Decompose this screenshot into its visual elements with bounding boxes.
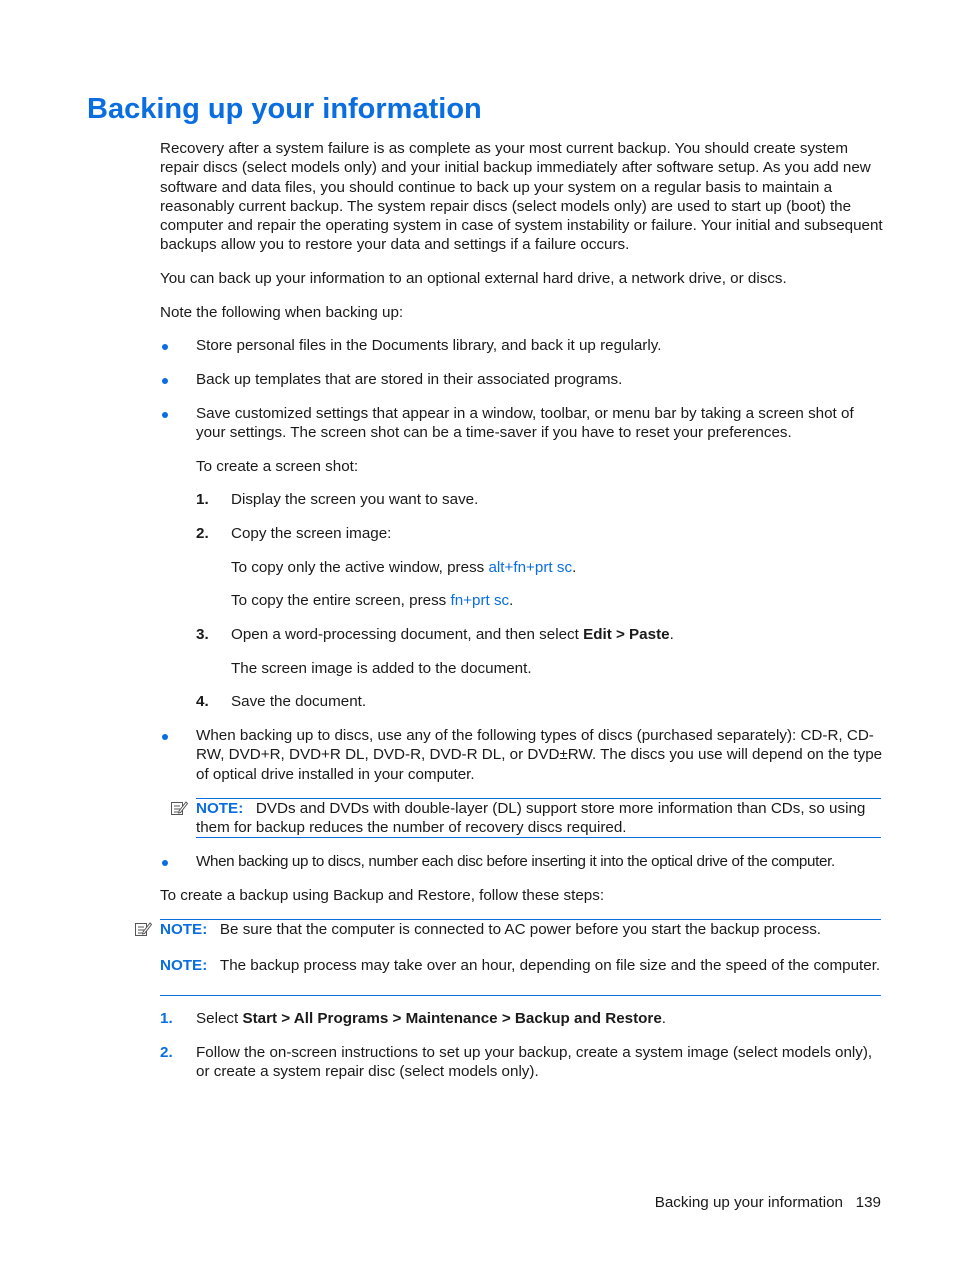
step-number: 4.	[196, 693, 209, 710]
note-ac-power: NOTE: Be sure that the computer is connected to AC power before you start the backup process.	[160, 921, 822, 938]
step-number: 1.	[196, 491, 209, 508]
step-paste-document: Open a word-processing document, and then select Edit > Paste.	[231, 626, 674, 643]
note-backup-duration: NOTE: The backup process may take over an hour, depending on file size and the speed of the computer.	[160, 957, 881, 974]
intro-paragraph: Recovery after a system failure is as complete as your most current backup. You should create system repair discs (select models only) and your initial backup immediately after software setup. As you add new software and data files, you should continue to back up your system on a regular basis to maintain a reasonably current backup. The system repair discs (select models only) are used to start up (boot) the computer and repair the operating system in case of system instability or failure. Your initial and subsequent backups allow you to restore your data and settings if a failure occurs.	[160, 140, 883, 254]
step-display-screen: Display the screen you want to save.	[231, 491, 479, 508]
page-number: 139	[855, 1194, 881, 1211]
note-pencil-icon	[170, 799, 188, 817]
bullet-marker	[161, 337, 171, 347]
footer-section-title: Backing up your information	[654, 1194, 843, 1211]
note-label: NOTE:	[160, 957, 208, 974]
keyboard-shortcut-link[interactable]: fn+prt sc	[450, 592, 510, 609]
storage-options-paragraph: You can back up your information to an optional external hard drive, a network drive, or discs.	[160, 270, 787, 287]
bullet-disc-types: When backing up to discs, use any of the following types of discs (purchased separately): CD-R, CD-RW, DVD+R, DVD+R DL, DVD-R, DVD-R DL, or DVD±RW. The discs you use will depend on the type of optical drive installed in your computer.	[196, 727, 883, 783]
note-bottom-rule	[196, 837, 881, 838]
bullet-number-discs: When backing up to discs, number each disc before inserting it into the optical drive of the computer.	[196, 853, 835, 870]
backup-step-number: 2.	[160, 1044, 173, 1061]
backup-steps-intro: To create a backup using Backup and Restore, follow these steps:	[160, 887, 605, 904]
backup-step-follow-instructions: Follow the on-screen instructions to set up your backup, create a system image (select models only), or create a system repair disc (select models only).	[196, 1044, 873, 1081]
step-copy-screen: Copy the screen image:	[231, 525, 392, 542]
bullet-marker	[161, 727, 171, 737]
note-bottom-rule	[160, 995, 881, 996]
note-pencil-icon	[134, 920, 152, 938]
step-number: 2.	[196, 525, 209, 542]
keyboard-shortcut-link[interactable]: alt+fn+prt sc	[488, 559, 573, 576]
note-label: NOTE:	[196, 800, 244, 817]
step-save-document: Save the document.	[231, 693, 367, 710]
screenshot-intro: To create a screen shot:	[196, 458, 359, 475]
backup-step-select: Select Start > All Programs > Maintenance > Backup and Restore.	[196, 1010, 667, 1027]
copy-active-window-instruction: To copy only the active window, press alt+fn+prt sc.	[231, 559, 577, 576]
bullet-marker	[161, 371, 171, 381]
page-footer	[655, 1193, 881, 1212]
bullet-customized-settings: Save customized settings that appear in a window, toolbar, or menu bar by taking a screen shot of your settings. The screen shot can be a time-saver if you have to reset your preferences.	[196, 405, 854, 442]
step-paste-result: The screen image is added to the document.	[231, 660, 532, 677]
note-label: NOTE:	[160, 921, 208, 938]
note-following-paragraph: Note the following when backing up:	[160, 304, 404, 321]
note-dl-discs: NOTE: DVDs and DVDs with double-layer (DL) support store more information than CDs, so using them for backup reduces the number of recovery discs required.	[196, 800, 866, 837]
step-number: 3.	[196, 626, 209, 643]
bullet-marker	[161, 853, 171, 863]
bullet-marker	[161, 405, 171, 415]
page-title: Backing up your information	[87, 93, 482, 125]
copy-entire-screen-instruction: To copy the entire screen, press fn+prt sc.	[231, 592, 514, 609]
bullet-templates: Back up templates that are stored in their associated programs.	[196, 371, 623, 388]
bullet-personal-files: Store personal files in the Documents library, and back it up regularly.	[196, 337, 662, 354]
backup-step-number: 1.	[160, 1010, 173, 1027]
